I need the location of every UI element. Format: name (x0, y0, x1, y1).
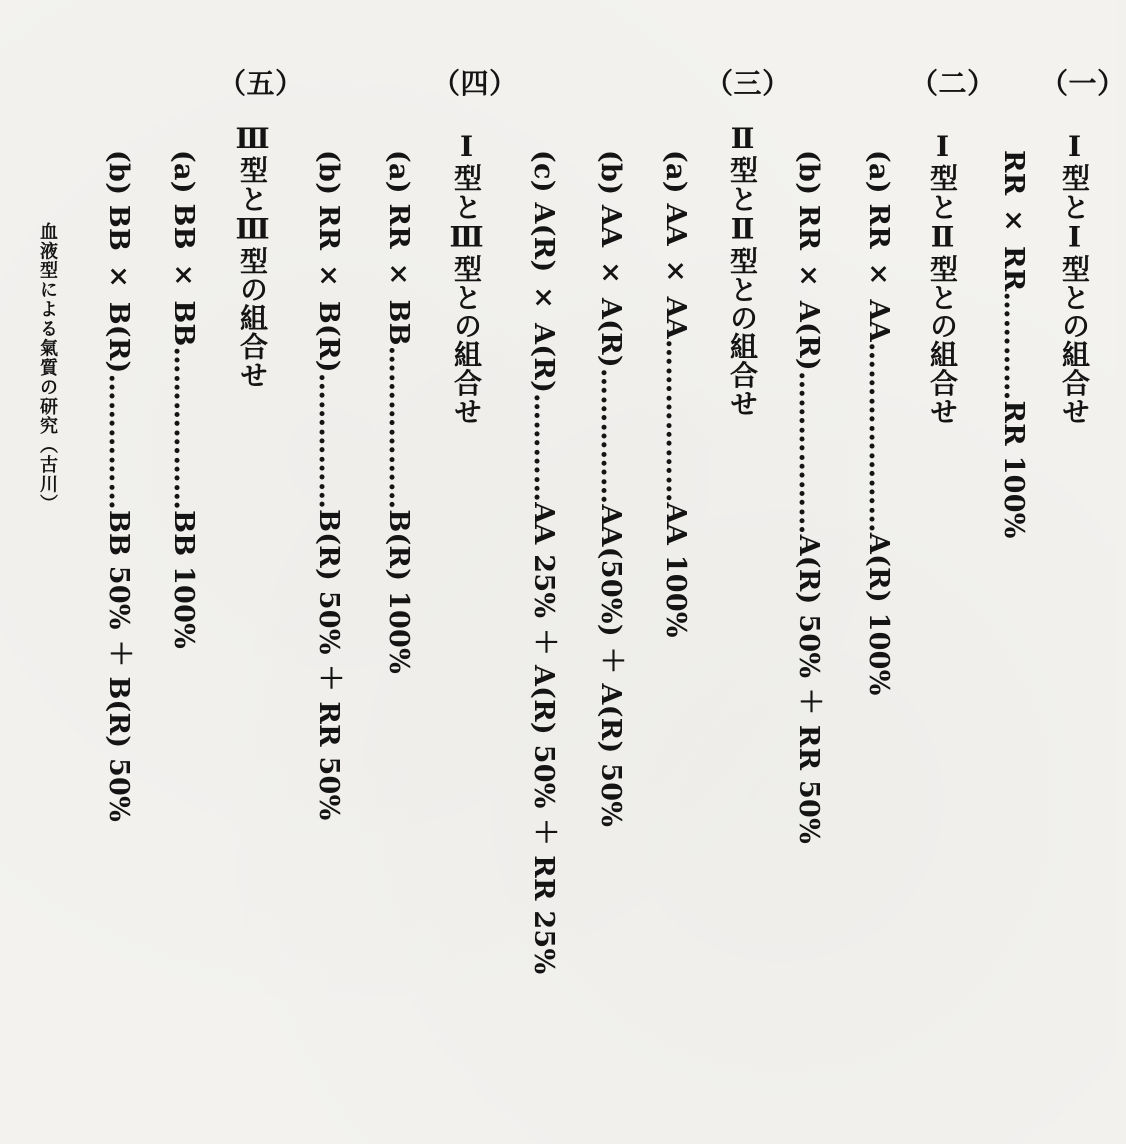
section-3-line-c: (c) A(R) × A(R)…………AA 25% ＋ A(R) 50% ＋ RR 25% (528, 150, 559, 975)
section-4-heading: Ⅰ型とⅢ型との組合せ (450, 130, 483, 426)
section-4-line-a: (a) RR × BB………………B(R) 100% (383, 150, 414, 675)
section-5-line-b: (b) BB × B(R)……………BB 50% ＋ B(R) 50% (103, 150, 134, 823)
section-3-line-a: (a) AA × AA………………AA 100% (660, 150, 691, 638)
section-3-heading: Ⅱ型とⅡ型との組合せ (726, 122, 759, 418)
section-1-number: （一） (1040, 67, 1126, 100)
section-2-number: （二） (910, 67, 996, 100)
section-5-line-a: (a) BB × BB………………BB 100% (168, 150, 199, 650)
section-2-line-b: (b) RR × A(R)………………A(R) 50% ＋ RR 50% (793, 150, 824, 845)
section-2-heading: Ⅰ型とⅡ型との組合せ (926, 130, 959, 426)
section-5-heading: Ⅲ型とⅢ型の組合せ (236, 122, 269, 390)
section-2-line-a: (a) RR × AA…………………A(R) 100% (863, 150, 894, 696)
section-4-number: （四） (432, 67, 518, 100)
section-3-number: （三） (705, 67, 791, 100)
section-1-line-1: RR × RR…………RR 100% (998, 150, 1029, 539)
section-3-line-b: (b) AA × A(R)……………AA(50%) ＋ A(R) 50% (595, 150, 626, 828)
running-footer: 血液型による氣質の研究（古川） (37, 222, 58, 514)
section-4-line-b: (b) RR × B(R)……………B(R) 50% ＋ RR 50% (313, 150, 344, 821)
section-5-number: （五） (218, 67, 304, 100)
section-1-heading: Ⅰ型とⅠ型との組合せ (1058, 130, 1091, 426)
